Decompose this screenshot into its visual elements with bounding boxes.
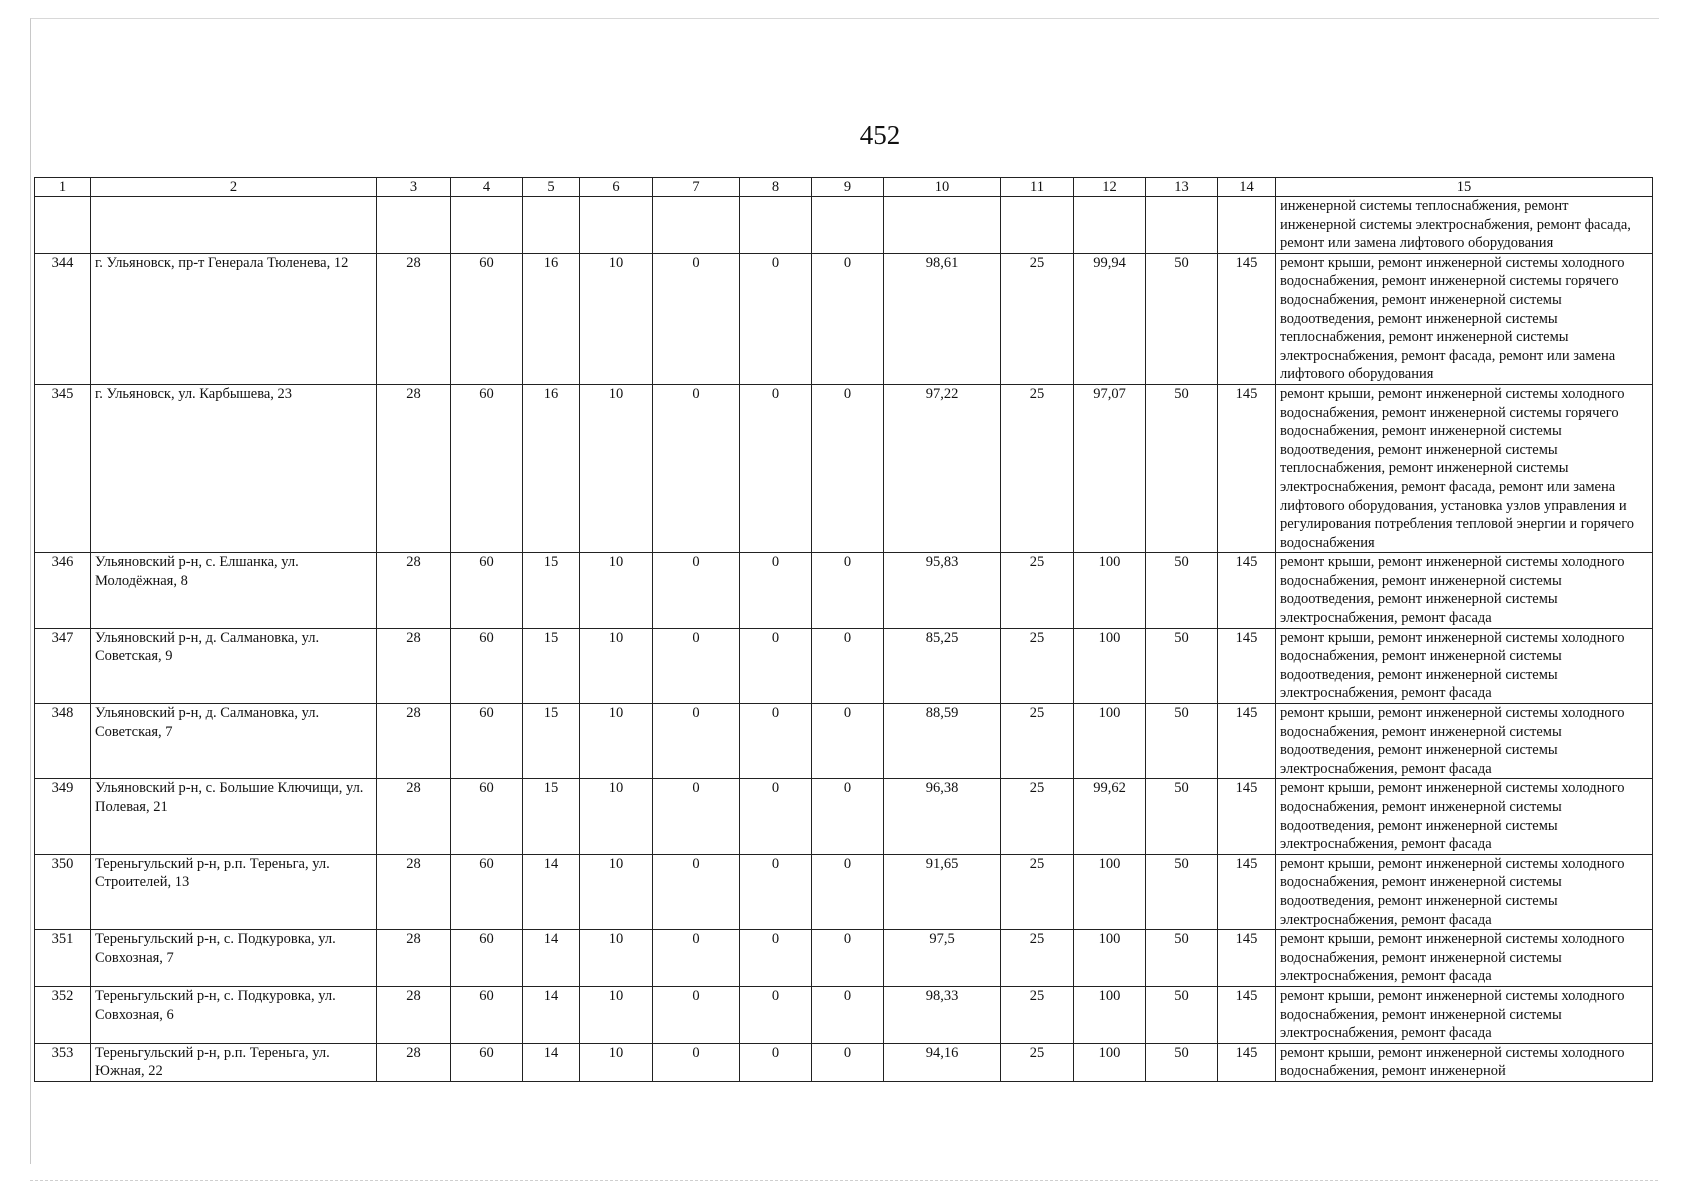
row-number: 353 — [35, 1043, 91, 1081]
col5-cell: 14 — [523, 854, 580, 929]
col-header: 8 — [740, 178, 812, 197]
col8-cell: 0 — [740, 553, 812, 628]
table-row — [35, 854, 1653, 929]
table-row — [35, 930, 1653, 987]
col6-cell: 10 — [580, 930, 653, 987]
scan-bottom-edge — [30, 1180, 1658, 1181]
col3-cell: 28 — [377, 553, 451, 628]
col5-cell: 15 — [523, 628, 580, 703]
col5-cell: 16 — [523, 253, 580, 384]
col11-cell: 25 — [1001, 628, 1074, 703]
col8-cell: 0 — [740, 779, 812, 854]
address-cell: Ульяновский р-н, с. Большие Ключищи, ул. Полевая, 21 — [91, 779, 377, 854]
col4-cell: 60 — [451, 628, 523, 703]
col6-cell: 10 — [580, 553, 653, 628]
col4-cell: 60 — [451, 704, 523, 779]
address-cell: Ульяновский р-н, д. Салмановка, ул. Советская, 7 — [91, 704, 377, 779]
table-row — [35, 779, 1653, 854]
col-header: 13 — [1146, 178, 1218, 197]
col3-cell: 28 — [377, 986, 451, 1043]
table-row — [35, 628, 1653, 703]
col7-cell: 0 — [653, 779, 740, 854]
col14-cell: 145 — [1218, 779, 1276, 854]
col6-cell: 10 — [580, 253, 653, 384]
col3-cell: 28 — [377, 854, 451, 929]
page-number: 452 — [859, 120, 901, 150]
col13-cell: 50 — [1146, 854, 1218, 929]
col11-cell: 25 — [1001, 704, 1074, 779]
works-cell: ремонт крыши, ремонт инженерной системы холодного водоснабжения, ремонт инженерной — [1276, 1043, 1653, 1081]
col14-cell: 145 — [1218, 704, 1276, 779]
col11-cell: 25 — [1001, 986, 1074, 1043]
col14-cell: 145 — [1218, 553, 1276, 628]
works-cell: ремонт крыши, ремонт инженерной системы холодного водоснабжения, ремонт инженерной системы водоотведения, ремонт инженерной системы электроснабжения, ремонт фасада — [1276, 704, 1653, 779]
col8-cell: 0 — [740, 384, 812, 552]
col12-cell: 100 — [1074, 553, 1146, 628]
row-number: 345 — [35, 384, 91, 552]
col-header: 2 — [91, 178, 377, 197]
col10-cell: 96,38 — [884, 779, 1001, 854]
col-header: 6 — [580, 178, 653, 197]
col-header: 4 — [451, 178, 523, 197]
col13-cell: 50 — [1146, 986, 1218, 1043]
col10-cell: 88,59 — [884, 704, 1001, 779]
col7-cell: 0 — [653, 628, 740, 703]
table-body — [35, 178, 1653, 1082]
col4-cell: 60 — [451, 930, 523, 987]
col13-cell: 50 — [1146, 930, 1218, 987]
col14-cell: 145 — [1218, 930, 1276, 987]
col13-cell: 50 — [1146, 1043, 1218, 1081]
address-cell: г. Ульяновск, ул. Карбышева, 23 — [91, 384, 377, 552]
col14-cell: 145 — [1218, 628, 1276, 703]
col5-cell: 14 — [523, 986, 580, 1043]
works-cell: ремонт крыши, ремонт инженерной системы холодного водоснабжения, ремонт инженерной системы электроснабжения, ремонт фасада — [1276, 930, 1653, 987]
table-row — [35, 704, 1653, 779]
row-number: 351 — [35, 930, 91, 987]
col-header: 3 — [377, 178, 451, 197]
col13-cell: 50 — [1146, 779, 1218, 854]
col11-cell: 25 — [1001, 854, 1074, 929]
col-header: 9 — [812, 178, 884, 197]
col-header: 12 — [1074, 178, 1146, 197]
col14-cell: 145 — [1218, 1043, 1276, 1081]
col-header: 14 — [1218, 178, 1276, 197]
col10-cell: 97,5 — [884, 930, 1001, 987]
col9-cell: 0 — [812, 930, 884, 987]
col4-cell: 60 — [451, 1043, 523, 1081]
col11-cell: 25 — [1001, 930, 1074, 987]
col3-cell: 28 — [377, 628, 451, 703]
col3-cell: 28 — [377, 779, 451, 854]
col10-cell: 85,25 — [884, 628, 1001, 703]
col13-cell: 50 — [1146, 553, 1218, 628]
col13-cell: 50 — [1146, 384, 1218, 552]
col7-cell: 0 — [653, 384, 740, 552]
col9-cell: 0 — [812, 854, 884, 929]
row-number: 352 — [35, 986, 91, 1043]
col6-cell: 10 — [580, 628, 653, 703]
works-cell: инженерной системы теплоснабжения, ремонт инженерной системы электроснабжения, ремонт фасада, ремонт или замена лифтового оборудования — [1276, 197, 1653, 254]
works-cell: ремонт крыши, ремонт инженерной системы холодного водоснабжения, ремонт инженерной системы горячего водоснабжения, ремонт инженерной системы водоотведения, ремонт инженерной системы теплоснабжения, ремонт инженерной системы электроснабжения, ремонт фасада, ремонт или замена лифтового оборудования — [1276, 253, 1653, 384]
col5-cell: 15 — [523, 704, 580, 779]
col7-cell: 0 — [653, 553, 740, 628]
col9-cell: 0 — [812, 628, 884, 703]
col7-cell: 0 — [653, 930, 740, 987]
works-cell: ремонт крыши, ремонт инженерной системы холодного водоснабжения, ремонт инженерной системы водоотведения, ремонт инженерной системы электроснабжения, ремонт фасада — [1276, 779, 1653, 854]
table-row — [35, 253, 1653, 384]
col12-cell: 99,62 — [1074, 779, 1146, 854]
col14-cell: 145 — [1218, 986, 1276, 1043]
col4-cell: 60 — [451, 986, 523, 1043]
col-header: 1 — [35, 178, 91, 197]
col12-cell: 100 — [1074, 704, 1146, 779]
col8-cell: 0 — [740, 704, 812, 779]
col10-cell: 94,16 — [884, 1043, 1001, 1081]
row-number: 348 — [35, 704, 91, 779]
col12-cell: 100 — [1074, 930, 1146, 987]
col3-cell: 28 — [377, 253, 451, 384]
col-header: 11 — [1001, 178, 1074, 197]
col11-cell: 25 — [1001, 253, 1074, 384]
col13-cell: 50 — [1146, 253, 1218, 384]
row-number: 349 — [35, 779, 91, 854]
col6-cell: 10 — [580, 704, 653, 779]
col5-cell: 16 — [523, 384, 580, 552]
col-header: 5 — [523, 178, 580, 197]
col3-cell: 28 — [377, 930, 451, 987]
address-cell: Тереньгульский р-н, с. Подкуровка, ул. Совхозная, 7 — [91, 930, 377, 987]
col4-cell: 60 — [451, 553, 523, 628]
works-cell: ремонт крыши, ремонт инженерной системы холодного водоснабжения, ремонт инженерной системы водоотведения, ремонт инженерной системы электроснабжения, ремонт фасада — [1276, 553, 1653, 628]
col5-cell: 15 — [523, 553, 580, 628]
col8-cell: 0 — [740, 986, 812, 1043]
col13-cell: 50 — [1146, 704, 1218, 779]
col14-cell: 145 — [1218, 253, 1276, 384]
row-number: 347 — [35, 628, 91, 703]
address-cell: Тереньгульский р-н, с. Подкуровка, ул. Совхозная, 6 — [91, 986, 377, 1043]
works-cell: ремонт крыши, ремонт инженерной системы холодного водоснабжения, ремонт инженерной системы горячего водоснабжения, ремонт инженерной системы водоотведения, ремонт инженерной системы теплоснабжения, ремонт инженерной системы электроснабжения, ремонт фасада, ремонт или замена лифтового оборудования, установка узлов управления и регулирования потребления тепловой энергии и горячего водоснабжения — [1276, 384, 1653, 552]
col6-cell: 10 — [580, 1043, 653, 1081]
col10-cell: 98,33 — [884, 986, 1001, 1043]
col9-cell: 0 — [812, 253, 884, 384]
row-number: 350 — [35, 854, 91, 929]
col8-cell: 0 — [740, 253, 812, 384]
col11-cell: 25 — [1001, 1043, 1074, 1081]
col12-cell: 97,07 — [1074, 384, 1146, 552]
col9-cell: 0 — [812, 553, 884, 628]
col12-cell: 100 — [1074, 986, 1146, 1043]
col-header: 15 — [1276, 178, 1653, 197]
table-row — [35, 986, 1653, 1043]
col8-cell: 0 — [740, 854, 812, 929]
repair-program-table — [34, 177, 1653, 1082]
col4-cell: 60 — [451, 384, 523, 552]
col5-cell: 14 — [523, 930, 580, 987]
col9-cell: 0 — [812, 704, 884, 779]
address-cell: Ульяновский р-н, с. Елшанка, ул. Молодёжная, 8 — [91, 553, 377, 628]
col11-cell: 25 — [1001, 553, 1074, 628]
col3-cell: 28 — [377, 384, 451, 552]
row-number: 346 — [35, 553, 91, 628]
col9-cell: 0 — [812, 384, 884, 552]
col3-cell: 28 — [377, 1043, 451, 1081]
col12-cell: 99,94 — [1074, 253, 1146, 384]
col5-cell: 14 — [523, 1043, 580, 1081]
col9-cell: 0 — [812, 1043, 884, 1081]
col6-cell: 10 — [580, 854, 653, 929]
works-cell: ремонт крыши, ремонт инженерной системы холодного водоснабжения, ремонт инженерной системы электроснабжения, ремонт фасада — [1276, 986, 1653, 1043]
table-row — [35, 384, 1653, 552]
table-row — [35, 1043, 1653, 1081]
col8-cell: 0 — [740, 930, 812, 987]
col14-cell: 145 — [1218, 854, 1276, 929]
col4-cell: 60 — [451, 779, 523, 854]
col10-cell: 95,83 — [884, 553, 1001, 628]
col11-cell: 25 — [1001, 384, 1074, 552]
address-cell: г. Ульяновск, пр-т Генерала Тюленева, 12 — [91, 253, 377, 384]
col7-cell: 0 — [653, 986, 740, 1043]
col8-cell: 0 — [740, 628, 812, 703]
col13-cell: 50 — [1146, 628, 1218, 703]
col10-cell: 91,65 — [884, 854, 1001, 929]
col7-cell: 0 — [653, 854, 740, 929]
col-header: 7 — [653, 178, 740, 197]
col6-cell: 10 — [580, 384, 653, 552]
row-number: 344 — [35, 253, 91, 384]
col7-cell: 0 — [653, 704, 740, 779]
col14-cell: 145 — [1218, 384, 1276, 552]
col12-cell: 100 — [1074, 1043, 1146, 1081]
col4-cell: 60 — [451, 253, 523, 384]
col3-cell: 28 — [377, 704, 451, 779]
col12-cell: 100 — [1074, 854, 1146, 929]
col7-cell: 0 — [653, 1043, 740, 1081]
col7-cell: 0 — [653, 253, 740, 384]
table-row — [35, 553, 1653, 628]
col6-cell: 10 — [580, 986, 653, 1043]
continuation-row — [35, 197, 1653, 254]
address-cell: Ульяновский р-н, д. Салмановка, ул. Советская, 9 — [91, 628, 377, 703]
address-cell: Тереньгульский р-н, р.п. Тереньга, ул. Южная, 22 — [91, 1043, 377, 1081]
col9-cell: 0 — [812, 986, 884, 1043]
col-header: 10 — [884, 178, 1001, 197]
col8-cell: 0 — [740, 1043, 812, 1081]
col6-cell: 10 — [580, 779, 653, 854]
col12-cell: 100 — [1074, 628, 1146, 703]
col4-cell: 60 — [451, 854, 523, 929]
col9-cell: 0 — [812, 779, 884, 854]
col11-cell: 25 — [1001, 779, 1074, 854]
works-cell: ремонт крыши, ремонт инженерной системы холодного водоснабжения, ремонт инженерной системы водоотведения, ремонт инженерной системы электроснабжения, ремонт фасада — [1276, 628, 1653, 703]
col10-cell: 98,61 — [884, 253, 1001, 384]
column-number-row — [35, 178, 1653, 197]
address-cell: Тереньгульский р-н, р.п. Тереньга, ул. Строителей, 13 — [91, 854, 377, 929]
col10-cell: 97,22 — [884, 384, 1001, 552]
col5-cell: 15 — [523, 779, 580, 854]
works-cell: ремонт крыши, ремонт инженерной системы холодного водоснабжения, ремонт инженерной системы водоотведения, ремонт инженерной системы электроснабжения, ремонт фасада — [1276, 854, 1653, 929]
